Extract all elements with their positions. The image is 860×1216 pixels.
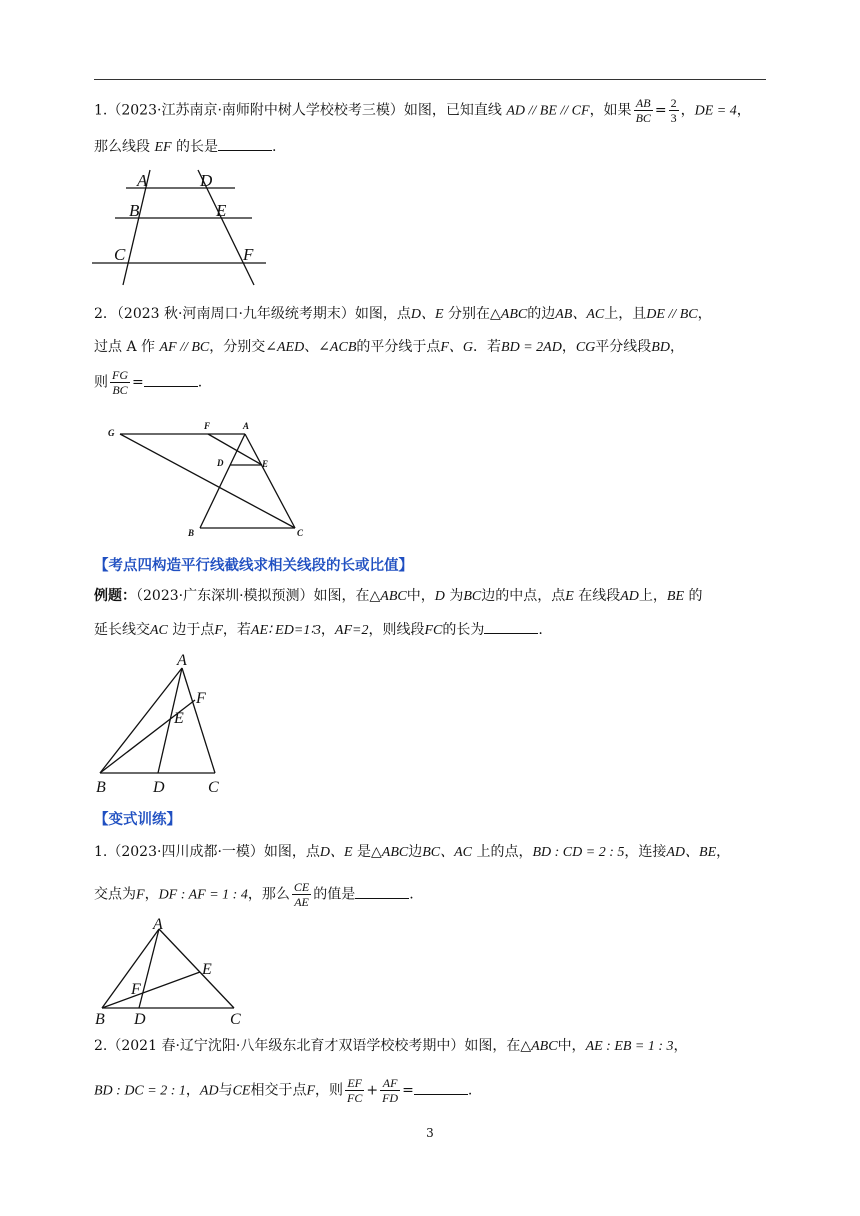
problem-source: （2023 秋·河南周口·九年级统考期末） <box>116 306 355 322</box>
math: DF : AF = 1 : 4 <box>158 887 248 903</box>
text: ， <box>716 844 731 860</box>
math: ∠AED <box>265 340 305 355</box>
answer-blank <box>414 1080 468 1095</box>
fraction-ab-bc <box>634 96 653 125</box>
label-F: F <box>204 421 211 431</box>
example-line2 <box>94 619 543 641</box>
text: + <box>366 1082 379 1099</box>
label-B: B <box>129 201 140 220</box>
text: = <box>654 102 667 119</box>
problem2-line3 <box>94 368 202 397</box>
label-G: G <box>108 428 115 438</box>
variant2-line1 <box>94 1036 688 1057</box>
text: 的值是 <box>313 886 356 903</box>
frac-den: BC <box>112 383 128 397</box>
math: AD、BE <box>666 845 717 860</box>
text: 与 <box>218 1082 233 1099</box>
text: 上， <box>638 588 667 604</box>
text: ，连接 <box>624 844 667 860</box>
label-E: E <box>262 459 269 469</box>
text: ， <box>320 622 335 638</box>
text: 的长是 <box>176 139 219 155</box>
text: ， <box>697 306 712 322</box>
math-de: DE = 4 <box>694 103 737 119</box>
text: 如图，已知直线 <box>403 102 502 119</box>
text: 边的中点，点 <box>481 588 566 604</box>
text: 在线段 <box>578 588 621 604</box>
label-A: A <box>243 421 250 431</box>
fraction-fg-bc <box>110 368 130 397</box>
frac-num: AF <box>380 1076 400 1091</box>
label-C: C <box>114 245 126 264</box>
figure-example-triangle <box>92 652 232 798</box>
text: 如图，在 <box>464 1038 521 1054</box>
label-E: E <box>202 961 212 978</box>
math: D、E <box>410 307 444 322</box>
text: ，若 <box>222 622 251 638</box>
text: ，那么 <box>247 886 290 903</box>
math: DE // BC <box>646 307 698 322</box>
math: △ABC <box>371 845 409 860</box>
text: 上，且 <box>604 306 647 322</box>
frac-den: FC <box>347 1091 363 1105</box>
text: ，则线段 <box>368 622 425 638</box>
page-number: 3 <box>426 1126 434 1140</box>
text: 的 <box>688 588 703 604</box>
figure-parallel-lines <box>92 166 272 291</box>
answer-blank <box>218 136 272 151</box>
text: 如图，点 <box>354 306 411 322</box>
label-C: C <box>230 1011 241 1028</box>
math: BC <box>463 589 482 604</box>
math: F <box>306 1083 316 1099</box>
math: FC <box>424 623 443 638</box>
text: . <box>197 374 203 391</box>
text: 的边 <box>527 306 556 322</box>
text: 、 <box>304 339 319 355</box>
problem1-line1 <box>94 96 751 125</box>
frac-num: 2 <box>670 96 677 110</box>
problem-number: 1. <box>94 102 108 119</box>
problem-source: （2023·江苏南京·南师附中树人学校校考三模） <box>107 102 404 119</box>
math: BC、AC <box>422 845 473 860</box>
math: BD : DC = 2 : 1 <box>94 1083 186 1099</box>
math: D、E <box>319 845 353 860</box>
problem-number: 2． <box>94 306 117 322</box>
math: CG <box>575 340 596 355</box>
example-label: 例题： <box>94 588 136 604</box>
answer-blank <box>484 619 538 634</box>
fraction-2-3 <box>669 96 679 125</box>
math: F <box>214 623 223 638</box>
text: = <box>402 1082 414 1099</box>
text: 交点为 <box>94 886 136 903</box>
math: AC <box>150 623 168 638</box>
text: ， <box>680 102 695 119</box>
problem1-line2 <box>94 136 276 158</box>
math: F <box>136 887 145 903</box>
text: 平分线段 <box>595 339 652 355</box>
text: 如图，点 <box>263 844 320 860</box>
text: ．若 <box>473 339 502 355</box>
text: 是 <box>357 844 372 860</box>
math: △ABC <box>490 307 528 322</box>
math: BE <box>666 589 685 604</box>
frac-num: EF <box>345 1076 364 1091</box>
text: . <box>272 139 277 155</box>
frac-den: BC <box>635 111 651 125</box>
text: ， <box>561 339 576 355</box>
problem-source: （2023·四川成都·一模） <box>107 844 264 860</box>
label-D: D <box>217 458 224 468</box>
figure-triangle-bisectors <box>104 418 314 540</box>
math: AE∶ ED=1∶3 <box>250 623 321 638</box>
variant2-line2 <box>94 1076 472 1105</box>
label-D: D <box>134 1011 146 1028</box>
text: 中， <box>406 588 435 604</box>
math: F、G <box>440 340 474 355</box>
text: 相交于点 <box>250 1082 307 1099</box>
text: ，如果 <box>589 102 632 119</box>
label-F: F <box>196 690 206 707</box>
label-F: F <box>243 245 254 264</box>
math-ef: EF <box>154 140 172 155</box>
text: 那么线段 <box>94 139 150 155</box>
frac-num: CE <box>293 880 310 894</box>
label-A: A <box>137 171 148 190</box>
label-A: A <box>153 916 163 933</box>
math: E <box>565 589 574 604</box>
frac-num: FG <box>112 368 128 382</box>
label-B: B <box>188 528 195 538</box>
example-line1 <box>94 586 702 607</box>
section-heading: 【考点四构造平行线截线求相关线段的长或比值】 <box>94 558 413 574</box>
math: △ABC <box>520 1039 558 1054</box>
text: ，分别交 <box>209 339 266 355</box>
label-A: A <box>177 652 187 669</box>
problem2-line2 <box>94 337 684 358</box>
problem-number: 2. <box>94 1038 108 1054</box>
math: AD <box>199 1083 219 1099</box>
label-C: C <box>208 779 219 796</box>
text: ， <box>736 102 751 119</box>
text: 分别在 <box>448 306 491 322</box>
problem-source: （2023·广东深圳·模拟预测） <box>136 588 314 604</box>
problem2-line1 <box>94 304 712 325</box>
math: BD = 2AD <box>501 340 562 355</box>
label-E: E <box>216 201 227 220</box>
text: . <box>467 1082 473 1099</box>
text: ， <box>144 886 159 903</box>
math-parallel: AD // BE // CF <box>506 103 590 119</box>
text: 的长为 <box>442 622 485 638</box>
math: BD <box>651 340 670 355</box>
label-B: B <box>96 779 106 796</box>
math: AF // BC <box>159 340 210 355</box>
text: 边 <box>408 844 423 860</box>
math: BD : CD = 2 : 5 <box>532 845 625 860</box>
answer-blank <box>355 884 409 899</box>
text: ， <box>669 339 684 355</box>
frac-den: 3 <box>670 111 677 125</box>
text: 的平分线于点 <box>356 339 441 355</box>
variant-heading: 【变式训练】 <box>94 812 181 828</box>
fraction-ef-fc <box>345 1076 364 1105</box>
text: 中， <box>557 1038 586 1054</box>
text: . <box>409 886 414 903</box>
fraction-af-fd <box>380 1076 400 1105</box>
label-D: D <box>200 171 213 190</box>
text: = <box>132 374 144 391</box>
text: 延长线交 <box>94 622 150 638</box>
problem-number: 1. <box>94 844 108 860</box>
text: . <box>538 622 543 638</box>
fraction-ce-ae <box>292 880 311 909</box>
math: CE <box>232 1083 251 1099</box>
frac-num: AB <box>634 96 653 111</box>
header-rule <box>94 79 766 80</box>
label-C: C <box>297 528 304 538</box>
math: AE : EB = 1 : 3 <box>585 1039 674 1054</box>
text: ， <box>185 1082 200 1099</box>
variant1-line2 <box>94 880 414 909</box>
text: 上的点， <box>476 844 533 860</box>
answer-blank <box>144 372 198 387</box>
problem-source: （2021 春·辽宁沈阳·八年级东北育才双语学校校考期中） <box>107 1038 465 1054</box>
text: 过点 A 作 <box>94 339 156 355</box>
math: AD <box>620 589 639 604</box>
text: ，则 <box>315 1082 344 1099</box>
label-E: E <box>174 710 184 727</box>
text: 为 <box>449 588 464 604</box>
label-B: B <box>95 1011 105 1028</box>
text: 边于点 <box>172 622 215 638</box>
figure-variant-triangle <box>92 914 248 1028</box>
math: △ABC <box>369 589 407 604</box>
label-D: D <box>153 779 165 796</box>
text: ， <box>673 1038 688 1054</box>
math: D <box>434 589 445 604</box>
frac-den: FD <box>382 1091 399 1105</box>
frac-den: AE <box>294 895 309 909</box>
variant1-line1 <box>94 842 730 863</box>
label-F: F <box>131 981 141 998</box>
math: AF=2 <box>334 623 369 638</box>
text: 如图，在 <box>313 588 370 604</box>
math: ∠ACB <box>318 340 357 355</box>
math: AB、AC <box>555 307 605 322</box>
text: 则 <box>94 374 108 391</box>
